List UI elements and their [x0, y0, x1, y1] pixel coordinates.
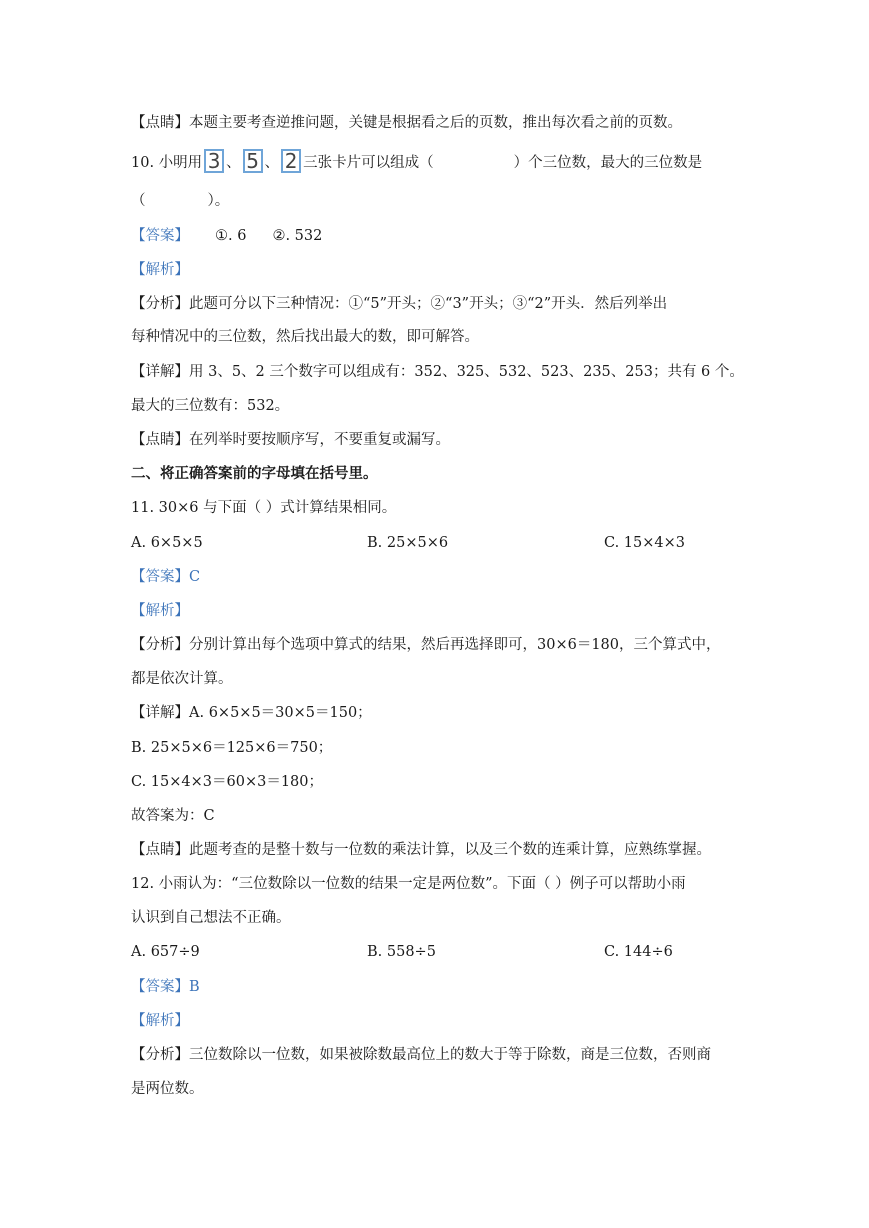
- q11-stem: 11. 30×6 与下面（ ）式计算结果相同。: [131, 500, 397, 516]
- q11-xiangjie-1: 【详解】A. 6×5×5＝30×5＝150；: [131, 705, 372, 721]
- q10-stem-line1: [131, 151, 702, 175]
- q10-sep2: 、: [264, 155, 280, 171]
- q9-dianjing: 【点睛】本题主要考查逆推问题，关键是根据看之后的页数，推出每次看之前的页数。: [131, 115, 682, 131]
- q10-xiangjie-1: 【详解】用 3、5、2 三个数字可以组成有：352、325、532、523、235、253；共有 6 个。: [131, 364, 744, 380]
- q10-stem-start: 10. 小明用: [131, 155, 203, 171]
- q12-option-a: A. 657÷9: [131, 944, 200, 960]
- q12-fenxi-1: 【分析】三位数除以一位数，如果被除数最高位上的数大于等于除数，商是三位数，否则商: [131, 1047, 711, 1063]
- q12-option-c: C. 144÷6: [604, 944, 673, 960]
- q11-option-c: C. 15×4×3: [604, 535, 685, 551]
- q11-conclusion: 故答案为：C: [131, 808, 215, 824]
- q11-xiangjie-3: C. 15×4×3＝60×3＝180；: [131, 774, 323, 790]
- q11-fenxi-1: 【分析】分别计算出每个选项中算式的结果，然后再选择即可，30×6＝180，三个算式中，: [131, 637, 721, 653]
- q12-option-b: B. 558÷5: [367, 944, 436, 960]
- q12-options: [131, 942, 673, 962]
- q11-option-a: A. 6×5×5: [131, 535, 203, 551]
- q10-answer: [131, 226, 322, 246]
- q10-answer-label: 【答案】: [131, 228, 189, 244]
- q12-stem-2: 认识到自己想法不正确。: [131, 910, 291, 926]
- card-2: 2: [281, 149, 301, 173]
- q11-xiangjie-2: B. 25×5×6＝125×6＝750；: [131, 740, 333, 756]
- q10-jiexi: 【解析】: [131, 262, 189, 278]
- q10-fenxi-1: 【分析】此题可分以下三种情况：①“5”开头；②“3”开头；③“2”开头．然后列举出: [131, 296, 668, 312]
- q10-answer-1: ①. 6: [215, 228, 247, 244]
- q10-stem-line2: [131, 191, 229, 211]
- q11-answer: 【答案】C: [131, 569, 201, 585]
- card-3: 3: [204, 149, 224, 173]
- card-5: 5: [243, 149, 263, 173]
- q10-sep1: 、: [226, 155, 241, 171]
- q11-fenxi-2: 都是依次计算。: [131, 671, 233, 687]
- q10-answer-2: ②. 532: [272, 228, 323, 244]
- q10-dianjing: 【点睛】在列举时要按顺序写，不要重复或漏写。: [131, 432, 450, 448]
- q11-options: [131, 533, 685, 553]
- q10-blank-open: （: [131, 193, 146, 209]
- q12-jiexi: 【解析】: [131, 1013, 189, 1029]
- q10-stem-end: ）个三位数，最大的三位数是: [513, 155, 703, 171]
- q10-blank-close: ）。: [207, 193, 230, 209]
- q10-stem-mid: 三张卡片可以组成（: [303, 155, 434, 171]
- q12-fenxi-2: 是两位数。: [131, 1081, 204, 1097]
- q11-dianjing: 【点睛】此题考查的是整十数与一位数的乘法计算，以及三个数的连乘计算，应熟练掌握。: [131, 842, 711, 858]
- q11-option-b: B. 25×5×6: [367, 535, 449, 551]
- section-2-title: 二、将正确答案前的字母填在括号里。: [131, 466, 378, 482]
- q10-fenxi-2: 每种情况中的三位数，然后找出最大的数，即可解答。: [131, 329, 479, 345]
- q12-answer: 【答案】B: [131, 979, 200, 995]
- q11-jiexi: 【解析】: [131, 603, 189, 619]
- q12-stem-1: 12. 小雨认为：“三位数除以一位数的结果一定是两位数”。下面（ ）例子可以帮助小雨: [131, 876, 686, 892]
- q10-xiangjie-2: 最大的三位数有：532。: [131, 398, 290, 414]
